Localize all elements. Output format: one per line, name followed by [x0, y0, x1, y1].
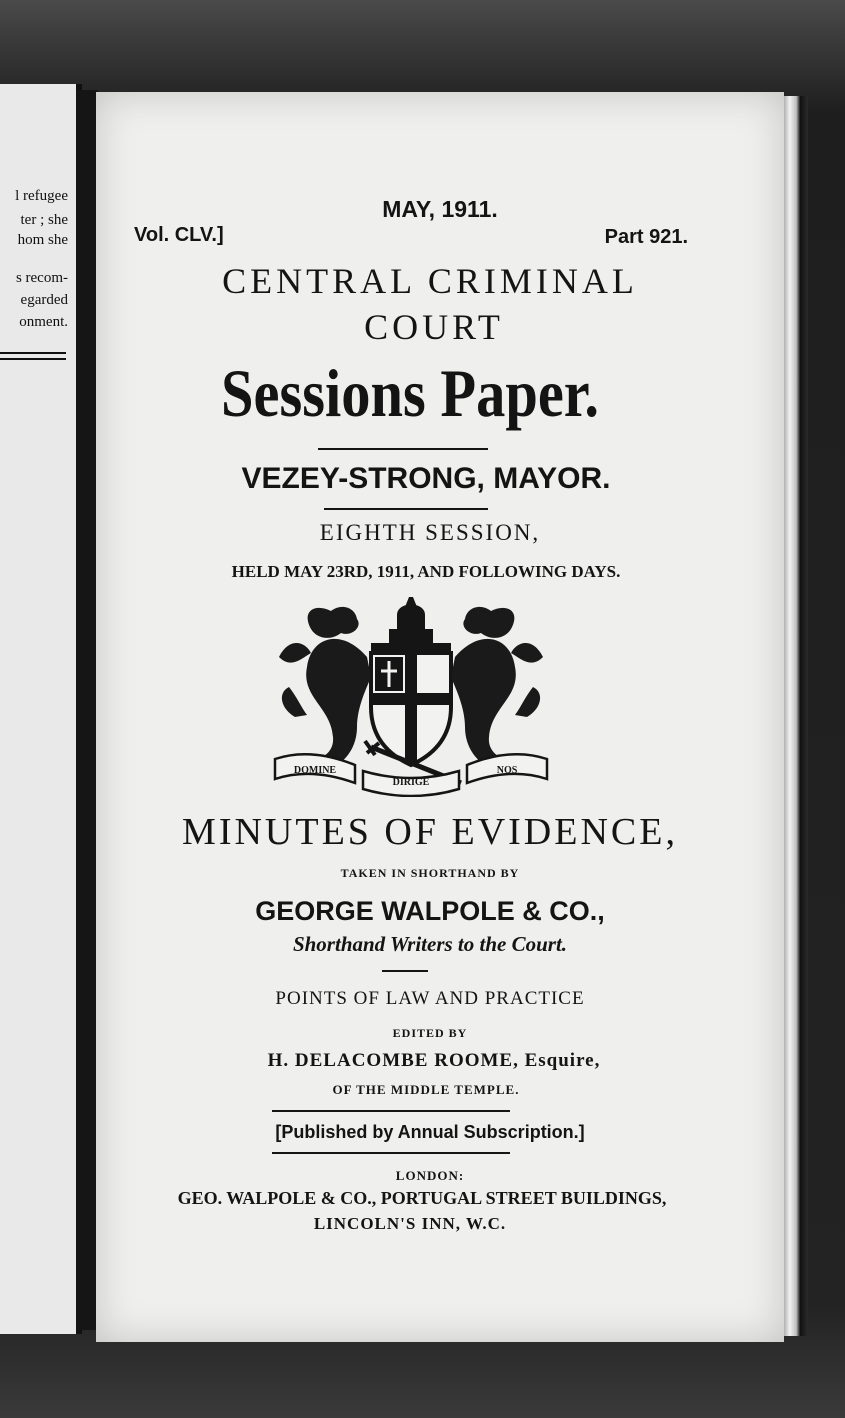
facing-rule: [0, 358, 66, 360]
title-page: [96, 92, 784, 1342]
published-divider-top: [272, 1110, 510, 1112]
minutes-heading: MINUTES OF EVIDENCE,: [182, 811, 678, 853]
session-dates: HELD MAY 23RD, 1911, AND FOLLOWING DAYS.: [231, 562, 621, 581]
imprint-city: LONDON:: [395, 1168, 465, 1183]
court-name-line2: COURT: [364, 307, 504, 347]
motto-right: NOS: [496, 765, 518, 776]
published-note: [Published by Annual Subscription.]: [275, 1122, 585, 1142]
firm-divider: [382, 970, 428, 972]
title-divider: [318, 448, 488, 450]
editor-name: H. DELACOMBE ROOME, Esquire,: [267, 1050, 601, 1071]
mayor-divider: [324, 508, 488, 510]
session-name: EIGHTH SESSION,: [319, 520, 541, 545]
court-name-line1: CENTRAL CRIMINAL: [222, 261, 638, 301]
middle-temple-line: OF THE MIDDLE TEMPLE.: [332, 1082, 520, 1097]
part-number: Part 921.: [604, 226, 688, 248]
page-edge: [782, 96, 808, 1336]
facing-text-line: hom she: [17, 232, 68, 248]
imprint-address: LINCOLN'S INN, W.C.: [313, 1214, 507, 1233]
issue-date: MAY, 1911.: [382, 196, 498, 222]
shorthand-writers-line: Shorthand Writers to the Court.: [292, 932, 568, 956]
volume-number: Vol. CLV.]: [134, 224, 224, 246]
mayor-line: VEZEY-STRONG, MAYOR.: [241, 462, 611, 495]
sessions-paper-title: Sessions Paper.: [220, 355, 600, 431]
points-heading: POINTS OF LAW AND PRACTICE: [275, 988, 585, 1009]
city-of-london-arms-icon: [271, 597, 551, 797]
facing-text-line: l refugee: [15, 188, 68, 204]
imprint-publisher: GEO. WALPOLE & CO., PORTUGAL STREET BUILDINGS,: [177, 1188, 667, 1208]
motto-left: DOMINE: [293, 765, 337, 776]
firm-name: GEORGE WALPOLE & CO.,: [255, 896, 605, 926]
facing-text-line: ter ; she: [20, 212, 68, 228]
facing-rule: [0, 352, 66, 354]
motto-center: DIRIGE: [392, 777, 430, 788]
facing-text-line: onment.: [19, 314, 68, 330]
facing-page-fragment: [0, 84, 82, 1334]
taken-by-line: TAKEN IN SHORTHAND BY: [340, 866, 520, 880]
facing-text-line: egarded: [20, 292, 68, 308]
edited-by-line: EDITED BY: [392, 1026, 468, 1040]
facing-text-line: s recom-: [15, 270, 68, 286]
published-divider-bottom: [272, 1152, 510, 1154]
